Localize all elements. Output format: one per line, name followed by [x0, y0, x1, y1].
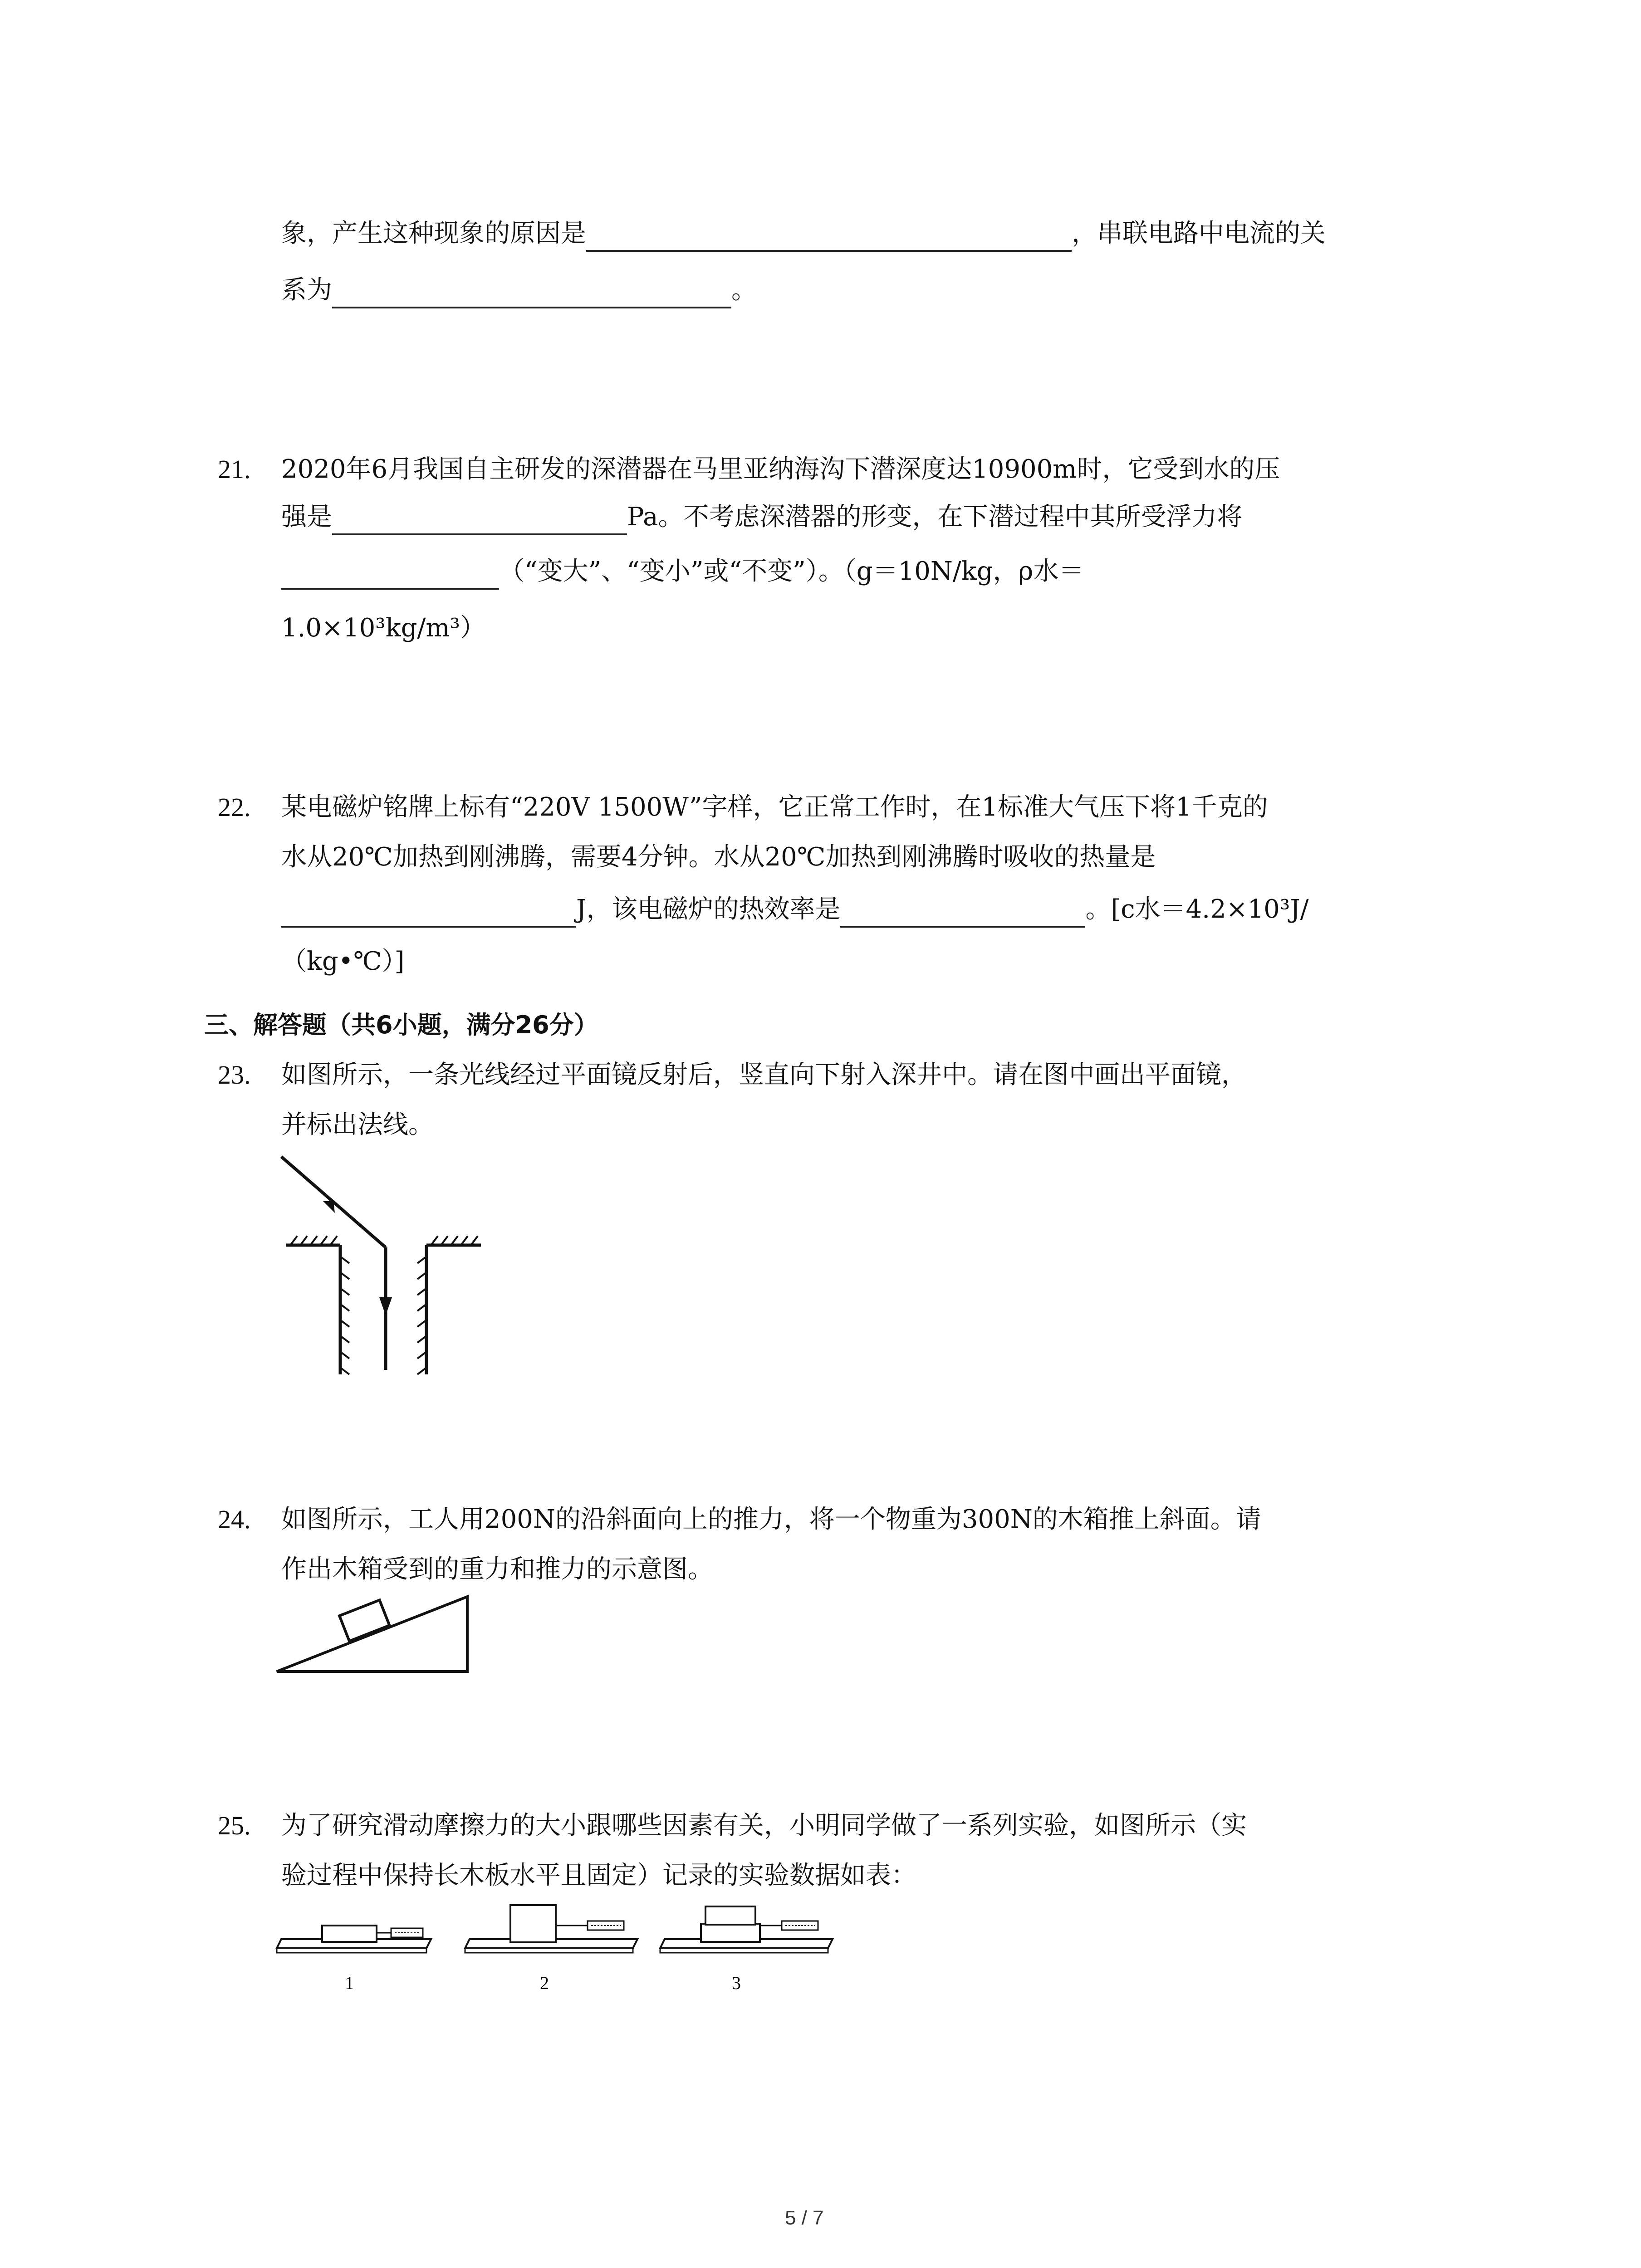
- q20-text-b: ，串联电路中电流的关: [1072, 219, 1326, 248]
- q23-number: 23.: [218, 1060, 251, 1090]
- q21-text-c: （“变大”、“变小”或“不变”）。（g＝10N/kg，ρ水＝: [499, 557, 1084, 586]
- section-title: 三、解答题（共6小题，满分26分）: [204, 1011, 598, 1039]
- setup-3: [660, 1906, 833, 1993]
- q23-line1: 如图所示，一条光线经过平面镜反射后，竖直向下射入深井中。请在图中画出平面镜，: [281, 1060, 1247, 1090]
- setup-1: [277, 1926, 431, 1993]
- q22-text-c: 。[c水＝4.2×10³J/: [1085, 894, 1309, 924]
- ray-arrow-down: [379, 1297, 392, 1315]
- q25-line1: 为了研究滑动摩擦力的大小跟哪些因素有关，小明同学做了一系列实验，如图所示（实: [281, 1811, 1247, 1840]
- q22-line2: 水从20℃加热到刚沸腾，需要4分钟。水从20℃加热到刚沸腾时吸收的热量是: [281, 842, 1156, 872]
- q21-blank-buoyancy[interactable]: [281, 559, 499, 590]
- q22-blank-heat[interactable]: [281, 897, 576, 928]
- page-number: 5 / 7: [785, 2207, 824, 2229]
- q22-number: 22.: [218, 792, 251, 822]
- setup-1-label: 1: [345, 1973, 354, 1993]
- q20-text-d: 。: [731, 275, 757, 305]
- q21-line3: [281, 553, 1084, 590]
- q20-line2: [281, 272, 757, 308]
- setup-3-label: 3: [732, 1973, 741, 1993]
- q20-text-a: 象，产生这种现象的原因是: [281, 219, 586, 248]
- q25-number: 25.: [218, 1811, 251, 1840]
- q23-well-figure: [272, 1143, 490, 1379]
- q21-number: 21.: [218, 455, 251, 484]
- ray-arrow-in: [323, 1201, 335, 1213]
- q20-line1: [281, 215, 1326, 252]
- q25-line2: 验过程中保持长木板水平且固定）记录的实验数据如表：: [281, 1861, 916, 1890]
- q21-line2: [281, 499, 1243, 535]
- q24-line2: 作出木箱受到的重力和推力的示意图。: [281, 1554, 713, 1584]
- q21-text-a: 强是: [281, 502, 332, 532]
- wooden-box: [339, 1600, 389, 1641]
- q23-line2: 并标出法线。: [281, 1110, 434, 1139]
- q20-blank-reason[interactable]: [586, 221, 1072, 252]
- q20-text-c: 系为: [281, 275, 332, 305]
- q21-line4: 1.0×10³kg/m³）: [281, 613, 485, 643]
- q21-line1: 2020年6月我国自主研发的深潜器在马里亚纳海沟下潜深度达10900m时，它受到水的压: [281, 455, 1280, 484]
- setup-2-label: 2: [540, 1973, 549, 1993]
- q24-number: 24.: [218, 1505, 251, 1534]
- q24-incline-figure: [272, 1588, 481, 1678]
- q21-text-b: Pa。不考虑深潜器的形变，在下潜过程中其所受浮力将: [627, 502, 1243, 532]
- q20-blank-relation[interactable]: [332, 278, 731, 308]
- q22-line3: [281, 891, 1309, 928]
- q21-blank-pressure[interactable]: [332, 504, 627, 535]
- q24-line1: 如图所示，工人用200N的沿斜面向上的推力，将一个物重为300N的木箱推上斜面。请: [281, 1505, 1261, 1534]
- q22-text-b: J，该电磁炉的热效率是: [576, 894, 841, 924]
- setup-2: [465, 1905, 637, 1993]
- q22-line1: 某电磁炉铭牌上标有“220V 1500W”字样，它正常工作时，在1标准大气压下将1千克的: [281, 792, 1268, 822]
- q25-friction-figure: [272, 1889, 844, 2007]
- q22-blank-efficiency[interactable]: [840, 897, 1085, 928]
- q22-line4: （kg•℃）]: [281, 947, 405, 976]
